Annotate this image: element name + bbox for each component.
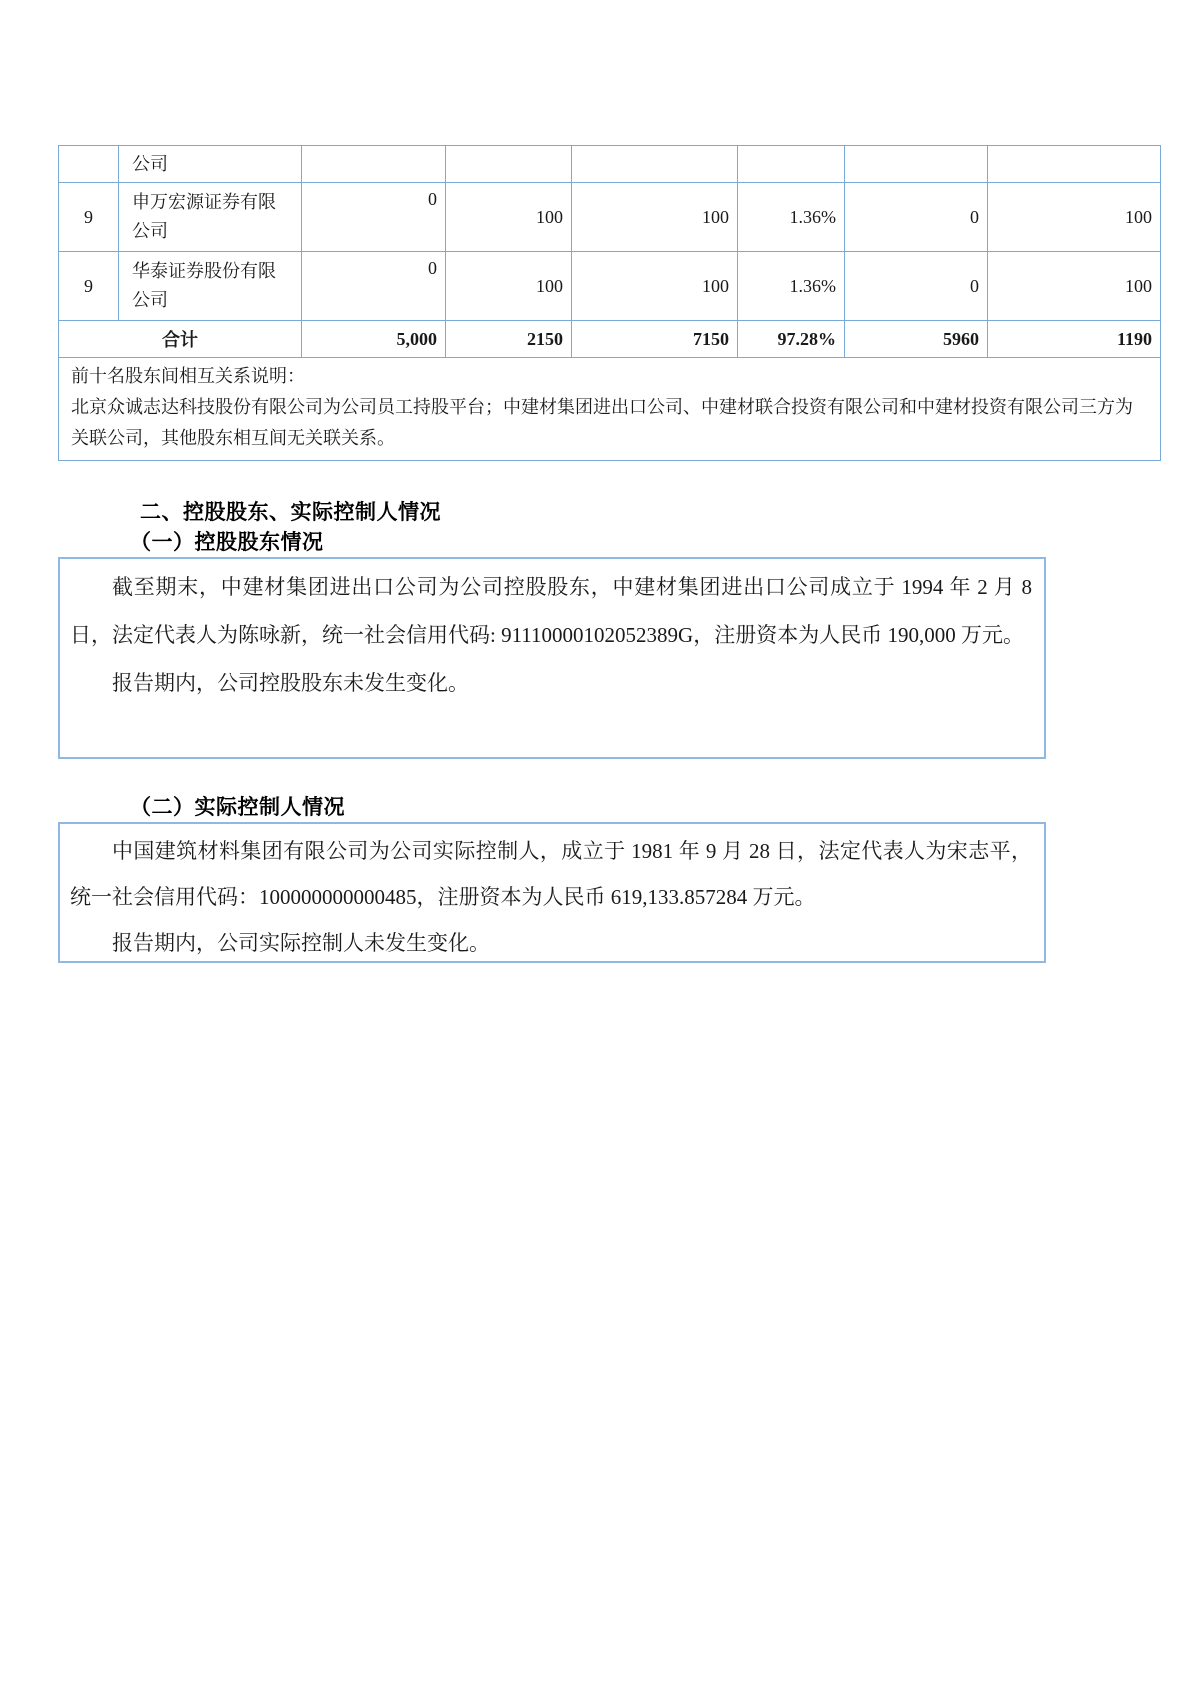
total-value-cell: 7150 [572,321,738,358]
company-name-cell: 申万宏源证券有限公司 [119,183,302,252]
total-value-cell: 5960 [845,321,988,358]
company-name-cell: 公司 [119,146,302,183]
subsection-heading-controlling-shareholder: （一）控股股东情况 [130,531,324,554]
empty-cell [446,146,572,183]
total-value-cell: 2150 [446,321,572,358]
section-heading-controlling-and-actual: 二、控股股东、实际控制人情况 [140,501,441,524]
rank-cell [59,146,119,183]
company-name-cell: 华泰证券股份有限公司 [119,252,302,321]
relationship-note-heading: 前十名股东间相互关系说明： [71,366,305,386]
rank-cell: 9 [59,252,119,321]
value-cell: 0 [302,252,446,321]
actual-controller-change-note: 报告期内，公司实际控制人未发生变化。 [112,931,490,955]
total-percent-cell: 97.28% [738,321,845,358]
value-cell: 0 [845,252,988,321]
shareholder-table [58,145,1161,461]
empty-cell [845,146,988,183]
value-cell: 100 [446,252,572,321]
value-cell: 100 [988,252,1161,321]
total-value-cell: 1190 [988,321,1161,358]
table-row-relationship-note [59,358,1161,461]
value-cell: 100 [446,183,572,252]
info-box-controlling-shareholder [58,557,1046,759]
rank-cell: 9 [59,183,119,252]
empty-cell [302,146,446,183]
table-row-shenwanhongyuan [59,183,1161,252]
info-box-actual-controller [58,822,1046,963]
value-cell: 0 [302,183,446,252]
controlling-shareholder-change-note: 报告期内，公司控股股东未发生变化。 [112,671,469,695]
relationship-note-body: 北京众诚志达科技股份有限公司为公司员工持股平台；中建材集团进出口公司、中建材联合投资有限公司和中建材投资有限公司三方为关联公司，其他股东相互间无关联关系。 [71,397,1133,448]
actual-controller-paragraph: 中国建筑材料集团有限公司为公司实际控制人，成立于 1981 年 9 月 28 日，法定代表人为宋志平，统一社会信用代码：100000000000485，注册资本为人民币 619,133.857284 万元。 [70,839,1032,909]
total-value-cell: 5,000 [302,321,446,358]
table-row-total [59,321,1161,358]
value-cell: 100 [572,252,738,321]
relationship-note-cell [59,358,1161,461]
value-cell: 0 [845,183,988,252]
table-row-carryover [59,146,1161,183]
percent-cell: 1.36% [738,183,845,252]
controlling-shareholder-paragraph: 截至期末，中建材集团进出口公司为公司控股股东，中建材集团进出口公司成立于 1994 年 2 月 8 日，法定代表人为陈咏新，统一社会信用代码: 91110000102052389G，注册资本为人民币 190,000 万元。 [70,575,1032,647]
table-row-huatai [59,252,1161,321]
empty-cell [572,146,738,183]
value-cell: 100 [988,183,1161,252]
empty-cell [988,146,1161,183]
percent-cell: 1.36% [738,252,845,321]
value-cell: 100 [572,183,738,252]
total-label-cell: 合计 [59,321,302,358]
empty-cell [738,146,845,183]
subsection-heading-actual-controller: （二）实际控制人情况 [130,796,345,819]
